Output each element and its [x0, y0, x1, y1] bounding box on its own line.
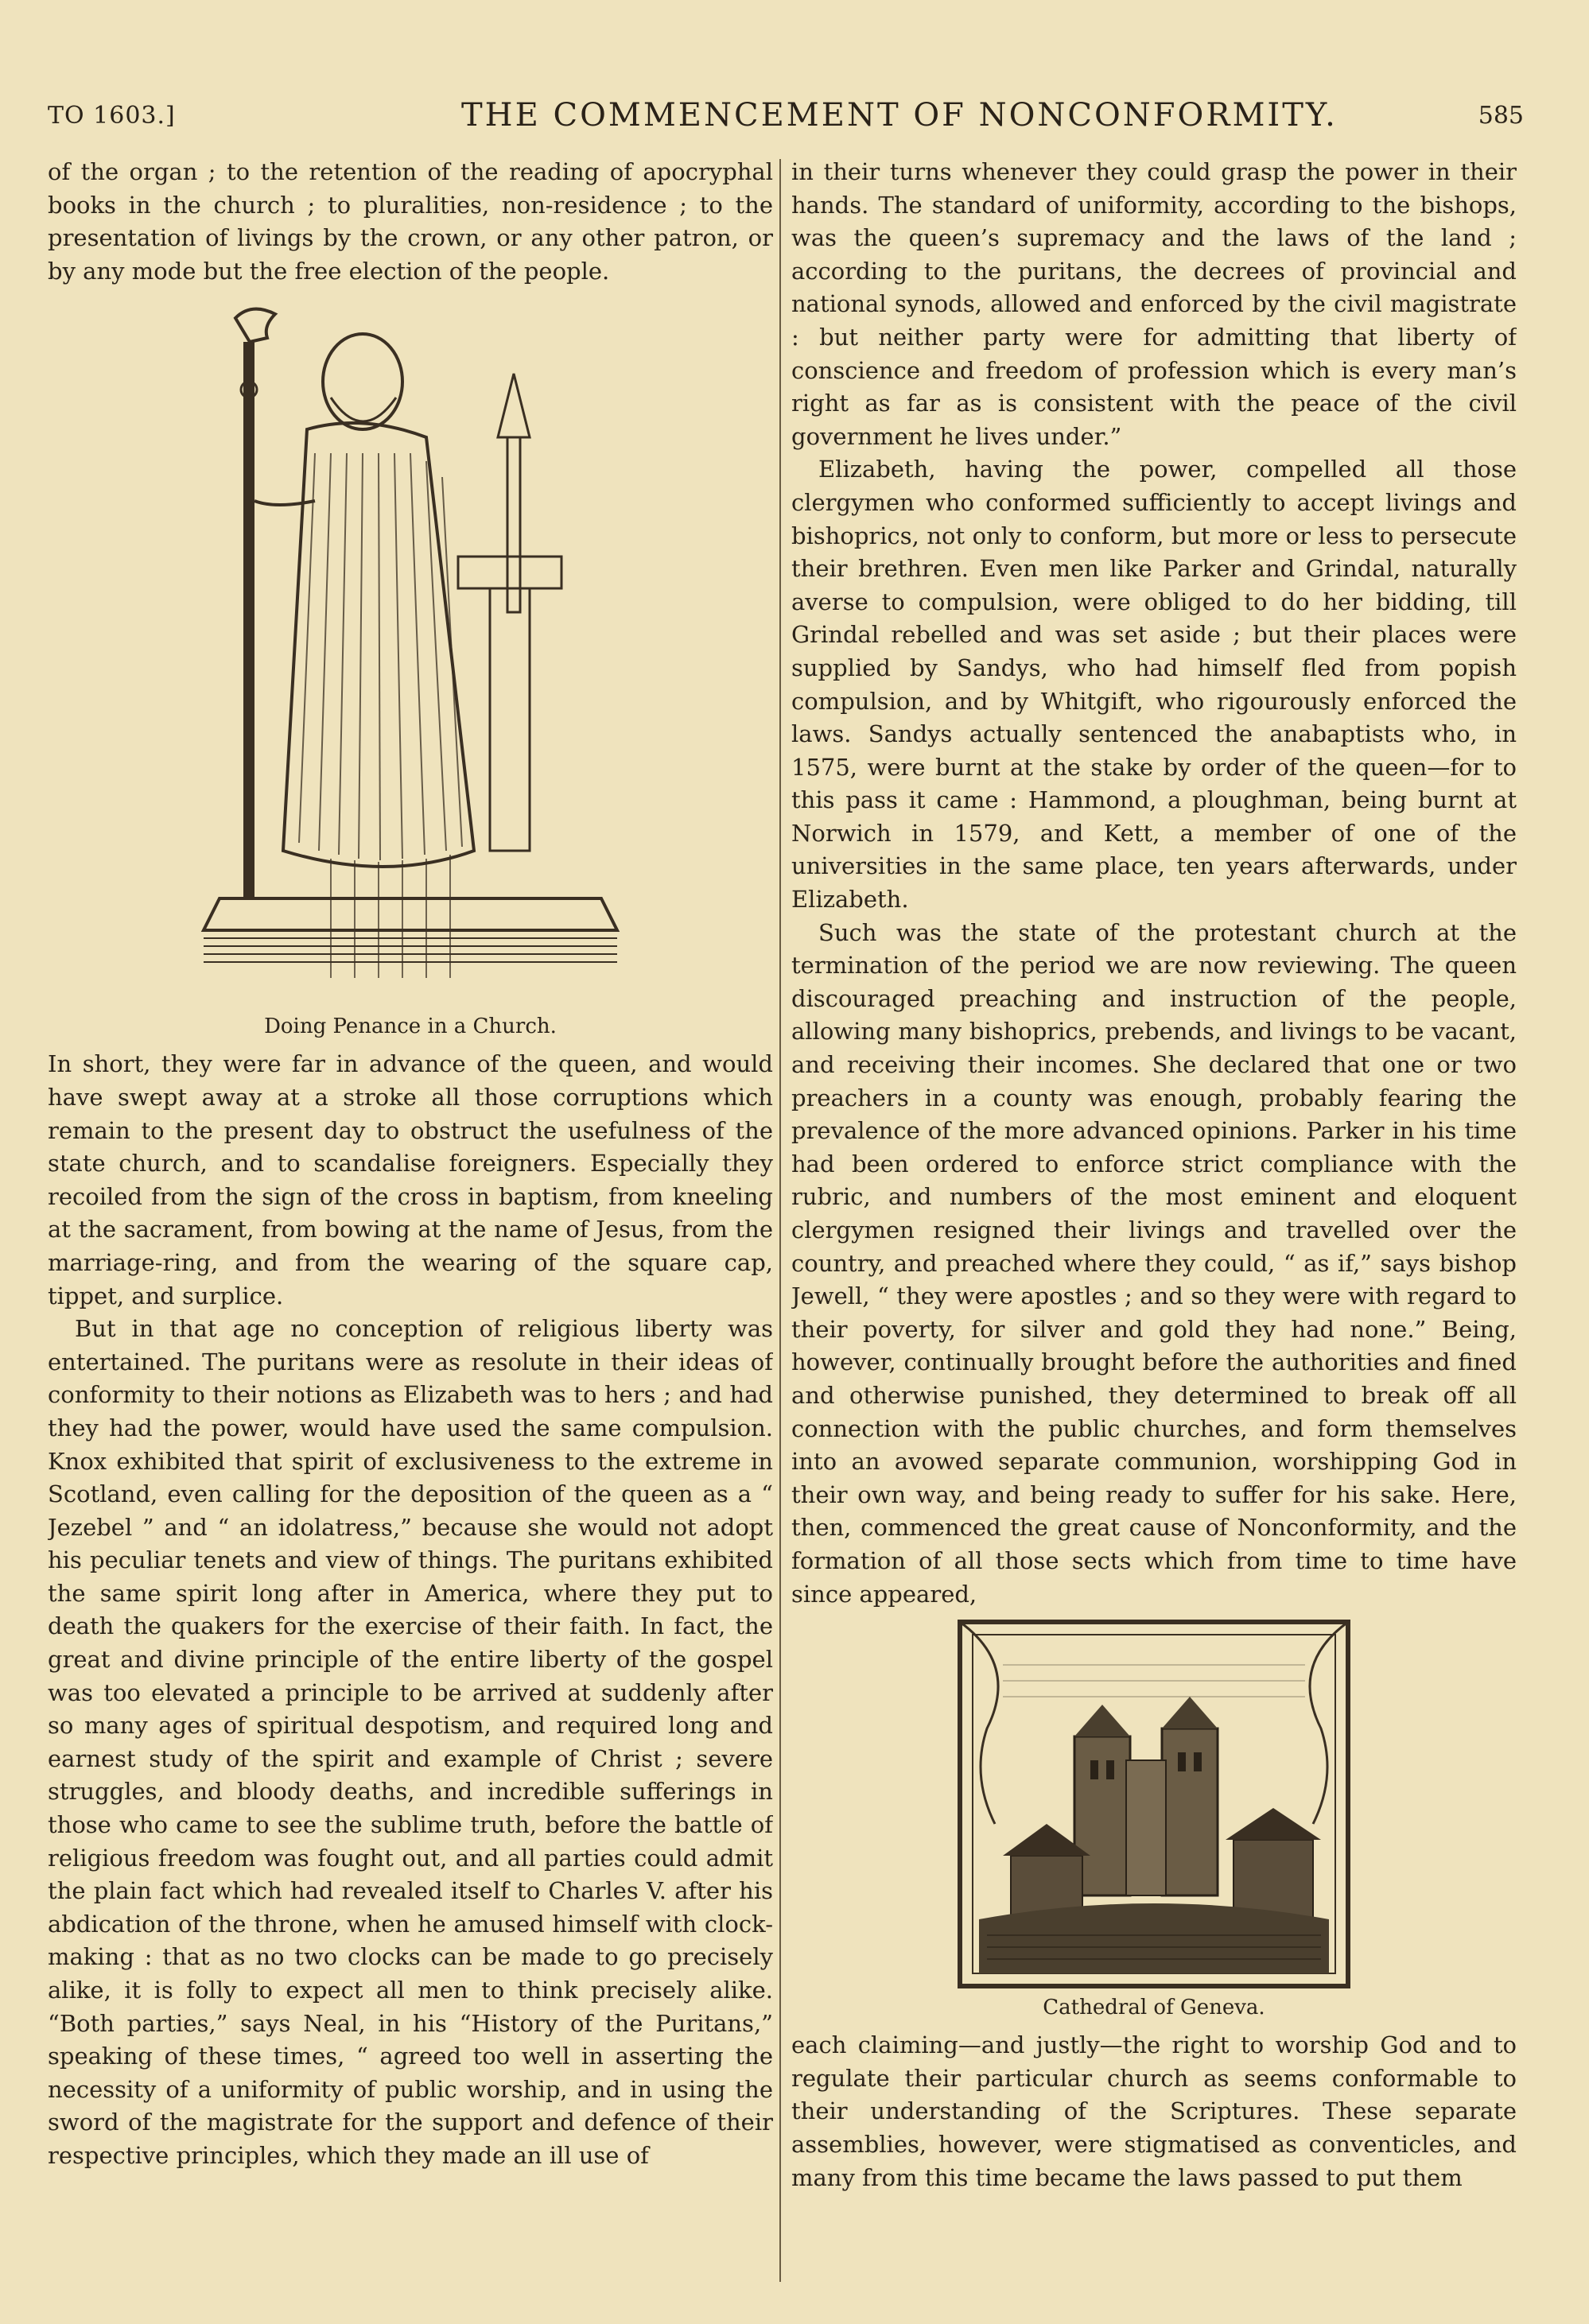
penance-engraving: [188, 294, 633, 1010]
left-paragraph-1: of the organ ; to the retention of the reading of apocryphal books in the church ; to pluralities, non-residence ; to the presentation of livings by the crown, or any other patron, or by any mode but the free election of the people.: [48, 158, 773, 285]
figure-caption-cathedral: Cathedral of Geneva.: [1043, 1996, 1265, 2020]
left-paragraph-2: In short, they were far in advance of the queen, and would have swept away at a stroke all those corruptions which remain to the present day to obstruct the usefulness of the state church, and to scandalise foreigners. Especially they recoiled from the sign of the cross in baptism, from kneeling at the sacrament, from bowing at the name of Jesus, from the marriage-ring, and from the wearing of the square cap, tippet, and surplice.: [48, 1050, 773, 1309]
right-paragraph-3: Such was the state of the protestant church at the termination of the period we are now reviewing. The queen discouraged preaching and instruction of the people, allowing many bishoprics, prebends, and livings to be vacant, and receiving their incomes. She declared that one or two preachers in a county was enough, probably fearing the prevalence of the more advanced opinions. Parker in his time had been ordered to enforce strict compliance with the rubric, and numbers of the most eminent and eloquent clergymen resigned their livings and travelled over the country, and preached where they could, “ as if,” says bishop Jewell, “ they were apostles ; and so they were with regard to their poverty, for silver and gold they had none.” Being, however, continually brought before the authorities and fined and otherwise punished, they determined to break off all connection with the public churches, and form themselves into an avowed separate communion, worshipping God in their own way, and being ready to suffer for his sake. Here, then, commenced the great cause of Nonconformity, and the formation of all those sects which from time to time have since appeared,: [791, 918, 1517, 1608]
header-title: THE COMMENCEMENT OF NONCONFORMITY.: [461, 97, 1338, 134]
header-date-range: TO 1603.]: [48, 102, 176, 130]
running-header: [48, 97, 1524, 145]
left-paragraph-3: But in that age no conception of religious liberty was entertained. The puritans were as resolute in their ideas of conformity to their notions as Elizabeth was to hers ; and had they had the power, would have used the same compulsion. Knox exhibited that spirit of exclusiveness to the extreme in Scotland, even calling for the deposition of the queen as a “ Jezebel ” and “ an idolatress,” because she would not adopt his peculiar tenets and view of things. The puritans exhibited the same spirit long after in America, where they put to death the quakers for the exercise of their faith. In fact, the great and divine principle of the entire liberty of the gospel was too elevated a principle to be arrived at suddenly after so many ages of spiritual despotism, and required long and earnest study of the spirit and example of Christ ; severe struggles, and bloody deaths, and incredible sufferings in those who came to see the sublime truth, before the battle of religious freedom was fought out, and all parties could admit the plain fact which had revealed itself to Charles V. after his abdication of the throne, when he amused himself with clock-making : that as no two clocks can be made to go precisely alike, it is folly to expect all men to think precisely alike. “Both parties,” says Neal, in his “History of the Puritans,” speaking of these times, “ agreed too well in asserting the necessity of a uniformity of public worship, and in using the sword of the magistrate for the support and defence of their respective principles, which they made an ill use of: [48, 1315, 773, 2169]
page-number: 585: [1478, 102, 1524, 130]
figure-caption-penance: Doing Penance in a Church.: [264, 1015, 557, 1039]
right-column: [791, 156, 1517, 2292]
right-paragraph-4: each claiming—and justly—the right to worship God and to regulate their particular church as seems conformable to their understanding of the Scriptures. These separate assemblies, however, were stigmatised as conventicles, and many from this time became the laws passed to put them: [791, 2031, 1517, 2191]
right-paragraph-1: in their turns whenever they could grasp the power in their hands. The standard of uniformity, according to the bishops, was the queen’s supremacy and the laws of the land ; according to the puritans, the decrees of provincial and national synods, allowed and enforced by the civil magistrate : but neither party were for admitting that liberty of conscience and freedom of profession which is every man’s right as far as is consistent with the peace of the civil government he lives under.”: [791, 158, 1517, 450]
figure-penance: [48, 294, 773, 1038]
cathedral-engraving: [955, 1617, 1353, 1991]
left-column: [48, 156, 773, 2292]
column-divider: [779, 159, 781, 2282]
right-paragraph-2: Elizabeth, having the power, compelled all those clergymen who conformed sufficiently to accept livings and bishoprics, not only to conform, but more or less to persecute their brethren. Even men like Parker and Grindal, naturally averse to compulsion, were obliged to do her bidding, till Grindal rebelled and was set aside ; but their places were supplied by Sandys, who had himself fled from popish compulsion, and by Whitgift, who rigourously enforced the laws. Sandys actually sentenced the anabaptists who, in 1575, were burnt at the stake by order of the queen—for to this pass it came : Hammond, a ploughman, being burnt at Norwich in 1579, and Kett, a member of one of the universities in the same place, ten years afterwards, under Elizabeth.: [791, 456, 1517, 914]
figure-cathedral: [791, 1617, 1517, 2019]
